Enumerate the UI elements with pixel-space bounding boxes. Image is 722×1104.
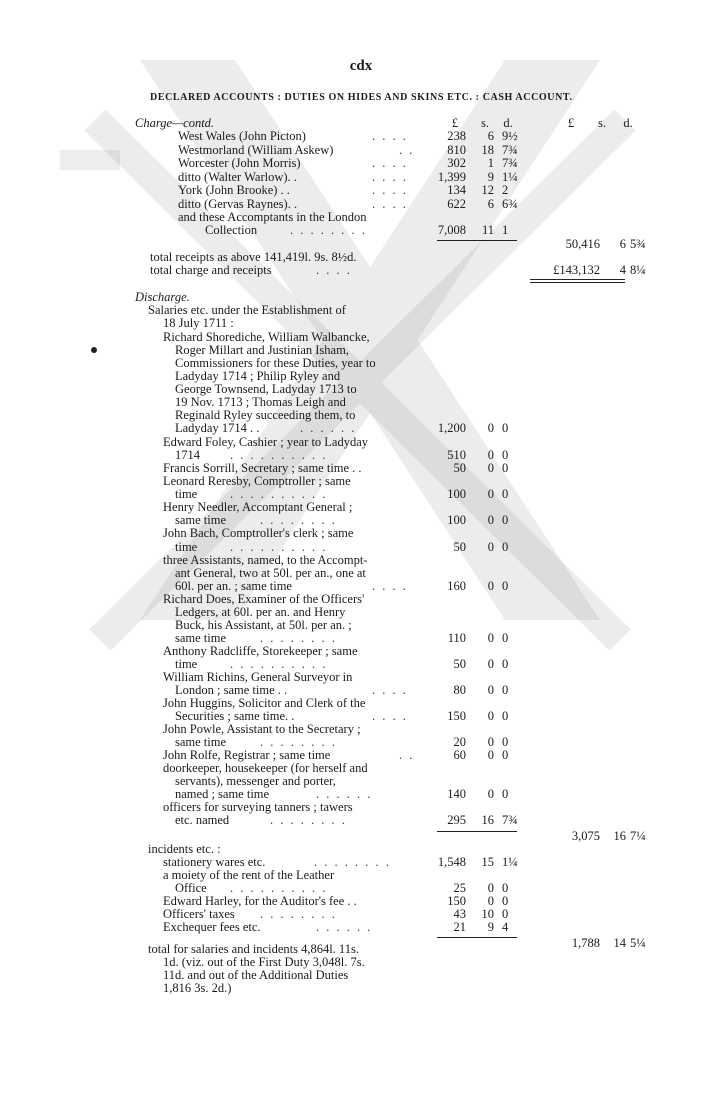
- row-label: West Wales (John Picton): [178, 129, 306, 143]
- account-row: [0, 579, 722, 593]
- amount-pence: 7¾: [502, 813, 518, 827]
- account-row: [0, 955, 722, 969]
- row-label: Richard Shorediche, William Walbancke,: [163, 330, 370, 344]
- leader-dots: . . . . . . . .: [314, 855, 391, 869]
- account-row: [0, 657, 722, 671]
- account-row: [0, 644, 722, 658]
- amount-shillings: 6: [487, 129, 494, 143]
- account-row: [0, 881, 722, 895]
- leader-dots: . . . . . . . . . .: [230, 448, 328, 462]
- amount-pounds: 134: [447, 183, 466, 197]
- account-row: [0, 735, 722, 749]
- amount-shillings: 0: [487, 487, 494, 501]
- account-row: [0, 942, 722, 956]
- leader-dots: . . . . . . . . . .: [230, 657, 328, 671]
- amount-shillings: 16: [481, 813, 494, 827]
- col2-shillings: s.: [598, 116, 606, 130]
- row-label: Office: [175, 881, 207, 895]
- leader-dots: . . . .: [372, 579, 408, 593]
- row-label: Leonard Reresby, Comptroller ; same: [163, 474, 351, 488]
- amount-pence: 1¼: [502, 170, 518, 184]
- amount-shillings: 0: [487, 448, 494, 462]
- row-label: 11d. and out of the Additional Duties: [163, 968, 349, 982]
- account-row: [0, 223, 722, 237]
- leader-dots: . . . .: [372, 709, 408, 723]
- row-label: ditto (Gervas Raynes). .: [178, 197, 298, 211]
- amount-pence: 0: [502, 487, 509, 501]
- account-row: [0, 774, 722, 788]
- leader-dots: . .: [399, 748, 415, 762]
- leader-dots: . . . . . . . . . .: [230, 881, 328, 895]
- amount-pounds: 150: [447, 894, 466, 908]
- leader-dots: . . . . . . . . . .: [230, 487, 328, 501]
- account-row: [0, 592, 722, 606]
- amount-pounds: 295: [447, 813, 466, 827]
- amount-pence: 0: [502, 421, 509, 435]
- amount-pounds: 7,008: [437, 223, 466, 237]
- amount-shillings: 0: [487, 657, 494, 671]
- amount-pence: 1¼: [502, 855, 518, 869]
- row-label: Reginald Ryley succeeding them, to: [175, 408, 356, 422]
- account-row: [0, 566, 722, 580]
- amount-pence: 7¾: [502, 156, 518, 170]
- amount-pence: 0: [502, 683, 509, 697]
- amount-shillings: 0: [487, 881, 494, 895]
- leader-dots: . . . . . . . .: [260, 907, 337, 921]
- row-label: Edward Harley, for the Auditor's fee . .: [163, 894, 357, 908]
- account-row: [0, 683, 722, 697]
- amount-shillings: 11: [481, 223, 494, 237]
- account-row: [0, 829, 722, 843]
- total-shillings: 4: [619, 263, 626, 277]
- account-row: [0, 421, 722, 435]
- total-pounds: 1,788: [571, 936, 600, 950]
- row-label: three Assistants, named, to the Accompt-: [163, 553, 368, 567]
- amount-shillings: 0: [487, 787, 494, 801]
- account-row: [0, 670, 722, 684]
- row-label: time: [175, 487, 198, 501]
- amount-pounds: 1,200: [437, 421, 466, 435]
- amount-shillings: 0: [487, 461, 494, 475]
- account-row: [0, 408, 722, 422]
- amount-pence: 0: [502, 894, 509, 908]
- account-row: [0, 500, 722, 514]
- row-label: total for salaries and incidents 4,864l. 11s.: [148, 942, 359, 956]
- account-row: [0, 813, 722, 827]
- account-row: [0, 761, 722, 775]
- col2-pence: d.: [623, 116, 633, 130]
- account-row: [0, 868, 722, 882]
- amount-shillings: 10: [481, 907, 494, 921]
- amount-shillings: 0: [487, 421, 494, 435]
- amount-pence: 7¾: [502, 143, 518, 157]
- amount-pounds: 21: [453, 920, 466, 934]
- row-label: Roger Millart and Justinian Isham,: [175, 343, 349, 357]
- amount-shillings: 9: [487, 920, 494, 934]
- row-label: John Bach, Comptroller's clerk ; same: [163, 526, 354, 540]
- row-label: 1,816 3s. 2d.): [163, 981, 232, 995]
- row-label: Ladyday 1714 . .: [175, 421, 260, 435]
- amount-pounds: 100: [447, 513, 466, 527]
- account-row: [0, 920, 722, 934]
- row-label: Charge—contd.: [135, 116, 215, 130]
- account-row: [0, 183, 722, 197]
- account-row: [0, 116, 722, 130]
- leader-dots: . . . .: [372, 183, 408, 197]
- total-shillings: 14: [613, 936, 626, 950]
- row-label: Richard Does, Examiner of the Officers': [163, 592, 365, 606]
- amount-pence: 0: [502, 787, 509, 801]
- account-row: [0, 343, 722, 357]
- amount-pence: 1: [502, 223, 509, 237]
- amount-pence: 0: [502, 579, 509, 593]
- account-row: [0, 696, 722, 710]
- col-pounds: £: [451, 116, 459, 130]
- row-label: George Townsend, Ladyday 1713 to: [175, 382, 357, 396]
- account-row: [0, 237, 722, 251]
- account-row: [0, 330, 722, 344]
- row-label: 1714: [175, 448, 200, 462]
- account-row: [0, 605, 722, 619]
- amount-pounds: 100: [447, 487, 466, 501]
- amount-shillings: 1: [487, 156, 494, 170]
- row-label: Commissioners for these Duties, year to: [175, 356, 376, 370]
- amount-pounds: 110: [447, 631, 466, 645]
- account-row: [0, 748, 722, 762]
- amount-pounds: 302: [447, 156, 466, 170]
- col2-pounds: £: [567, 116, 575, 130]
- row-label: Securities ; same time. .: [175, 709, 295, 723]
- row-label: York (John Brooke) . .: [178, 183, 290, 197]
- rule-line: [530, 279, 625, 280]
- amount-pounds: 50: [453, 657, 466, 671]
- amount-pence: 0: [502, 657, 509, 671]
- amount-pounds: 50: [453, 540, 466, 554]
- amount-pounds: 140: [447, 787, 466, 801]
- leader-dots: . . . .: [372, 156, 408, 170]
- amount-shillings: 0: [487, 735, 494, 749]
- amount-shillings: 0: [487, 894, 494, 908]
- row-label: a moiety of the rent of the Leather: [163, 868, 335, 882]
- amount-pence: 6¾: [502, 197, 518, 211]
- account-row: [0, 263, 722, 277]
- leader-dots: . .: [399, 143, 415, 157]
- account-row: [0, 395, 722, 409]
- amount-shillings: 0: [487, 513, 494, 527]
- row-label: 1d. (viz. out of the First Duty 3,048l. 7s.: [163, 955, 365, 969]
- leader-dots: . . . . . . . .: [260, 631, 337, 645]
- account-row: [0, 369, 722, 383]
- amount-pounds: 1,548: [437, 855, 466, 869]
- amount-shillings: 15: [481, 855, 494, 869]
- account-row: [0, 631, 722, 645]
- row-label: same time: [175, 631, 227, 645]
- account-row: [0, 513, 722, 527]
- row-label: same time: [175, 735, 227, 749]
- row-label: time: [175, 657, 198, 671]
- running-header: DECLARED ACCOUNTS : DUTIES ON HIDES AND SKINS ETC. : CASH ACCOUNT.: [150, 92, 573, 103]
- amount-pounds: 20: [453, 735, 466, 749]
- amount-shillings: 18: [481, 143, 494, 157]
- account-row: [0, 210, 722, 224]
- leader-dots: . . . .: [372, 170, 408, 184]
- row-label: and these Accomptants in the London: [178, 210, 367, 224]
- account-row: [0, 907, 722, 921]
- amount-pounds: 510: [447, 448, 466, 462]
- row-label: John Powle, Assistant to the Secretary ;: [163, 722, 361, 736]
- total-shillings: 16: [613, 829, 626, 843]
- row-label: Francis Sorrill, Secretary ; same time . .: [163, 461, 362, 475]
- row-label: total receipts as above 141,419l. 9s. 8½d.: [150, 250, 357, 264]
- row-label: Worcester (John Morris): [178, 156, 301, 170]
- account-row: [0, 709, 722, 723]
- total-pence: 7¼: [630, 829, 646, 843]
- account-row: [0, 382, 722, 396]
- account-row: [0, 143, 722, 157]
- row-label: Ledgers, at 60l. per an. and Henry: [175, 605, 346, 619]
- amount-pence: 0: [502, 540, 509, 554]
- account-row: [0, 787, 722, 801]
- rule-line: [437, 831, 517, 832]
- amount-pence: 4: [502, 920, 509, 934]
- row-label: Salaries etc. under the Establishment of: [148, 303, 346, 317]
- row-label: doorkeeper, housekeeper (for herself and: [163, 761, 368, 775]
- leader-dots: . . . . . . . . . .: [230, 540, 328, 554]
- row-label: etc. named: [175, 813, 230, 827]
- row-label: incidents etc. :: [148, 842, 221, 856]
- account-row: [0, 487, 722, 501]
- amount-shillings: 12: [481, 183, 494, 197]
- amount-pounds: 43: [453, 907, 466, 921]
- account-row: [0, 356, 722, 370]
- total-pence: 5¼: [630, 936, 646, 950]
- row-label: ant General, two at 50l. per an., one at: [175, 566, 366, 580]
- amount-shillings: 0: [487, 579, 494, 593]
- amount-shillings: 0: [487, 683, 494, 697]
- row-label: Ladyday 1714 ; Philip Ryley and: [175, 369, 341, 383]
- leader-dots: . . . . . .: [316, 920, 373, 934]
- account-row: [0, 170, 722, 184]
- page-number: cdx: [349, 58, 373, 74]
- amount-pounds: 1,399: [437, 170, 466, 184]
- row-label: Officers' taxes: [163, 907, 235, 921]
- account-row: [0, 540, 722, 554]
- account-row: [0, 448, 722, 462]
- amount-pence: 9½: [502, 129, 518, 143]
- row-label: Westmorland (William Askew): [178, 143, 334, 157]
- row-label: Anthony Radcliffe, Storekeeper ; same: [163, 644, 358, 658]
- total-pounds: 50,416: [565, 237, 600, 251]
- leader-dots: . . . . . . . .: [270, 813, 347, 827]
- account-row: [0, 968, 722, 982]
- row-label: Discharge.: [135, 290, 190, 304]
- rule-line: [530, 282, 625, 283]
- account-row: [0, 303, 722, 317]
- amount-pence: 0: [502, 881, 509, 895]
- row-label: servants), messenger and porter,: [175, 774, 336, 788]
- account-row: [0, 722, 722, 736]
- row-label: William Richins, General Surveyor in: [163, 670, 353, 684]
- row-label: Henry Needler, Accomptant General ;: [163, 500, 353, 514]
- leader-dots: . . . .: [316, 263, 352, 277]
- col-shillings: s.: [481, 116, 489, 130]
- row-label: officers for surveying tanners ; tawers: [163, 800, 353, 814]
- account-row: [0, 526, 722, 540]
- amount-pounds: 238: [447, 129, 466, 143]
- row-label: Edward Foley, Cashier ; year to Ladyday: [163, 435, 369, 449]
- account-row: [0, 316, 722, 330]
- account-row: [0, 800, 722, 814]
- row-label: John Huggins, Solicitor and Clerk of the: [163, 696, 366, 710]
- account-row: [0, 197, 722, 211]
- account-row: [0, 981, 722, 995]
- row-label: Buck, his Assistant, at 50l. per an. ;: [175, 618, 352, 632]
- amount-shillings: 0: [487, 631, 494, 645]
- col-pence: d.: [503, 116, 513, 130]
- amount-pence: 0: [502, 709, 509, 723]
- account-row: [0, 129, 722, 143]
- account-row: [0, 553, 722, 567]
- total-pence: 8¼: [630, 263, 646, 277]
- row-label: John Rolfe, Registrar ; same time: [163, 748, 331, 762]
- amount-pounds: 160: [447, 579, 466, 593]
- amount-pence: 0: [502, 513, 509, 527]
- total-pence: 5¾: [630, 237, 646, 251]
- account-row: [0, 474, 722, 488]
- ink-mark: [91, 347, 97, 353]
- total-pounds: 3,075: [571, 829, 600, 843]
- row-label: time: [175, 540, 198, 554]
- account-row: [0, 290, 722, 304]
- rule-line: [437, 937, 517, 938]
- amount-pounds: 150: [447, 709, 466, 723]
- account-row: [0, 618, 722, 632]
- row-label: London ; same time . .: [175, 683, 288, 697]
- amount-shillings: 0: [487, 540, 494, 554]
- rule-line: [437, 240, 517, 241]
- leader-dots: . . . .: [372, 683, 408, 697]
- leader-dots: . . . . . . . .: [290, 223, 367, 237]
- amount-shillings: 9: [487, 170, 494, 184]
- row-label: total charge and receipts: [150, 263, 272, 277]
- row-label: same time: [175, 513, 227, 527]
- amount-pounds: 50: [453, 461, 466, 475]
- amount-pence: 0: [502, 631, 509, 645]
- total-shillings: 6: [619, 237, 626, 251]
- row-label: named ; same time: [175, 787, 270, 801]
- row-label: 19 Nov. 1713 ; Thomas Leigh and: [175, 395, 346, 409]
- account-row: [0, 894, 722, 908]
- row-label: Exchequer fees etc.: [163, 920, 261, 934]
- amount-pence: 0: [502, 735, 509, 749]
- amount-shillings: 0: [487, 748, 494, 762]
- account-row: [0, 842, 722, 856]
- leader-dots: . . . . . . . .: [260, 735, 337, 749]
- account-row: [0, 855, 722, 869]
- amount-pence: 0: [502, 907, 509, 921]
- amount-pounds: 622: [447, 197, 466, 211]
- account-row: [0, 156, 722, 170]
- leader-dots: . . . .: [372, 129, 408, 143]
- amount-pence: 0: [502, 448, 509, 462]
- amount-pounds: 60: [453, 748, 466, 762]
- row-label: 60l. per an. ; same time: [175, 579, 292, 593]
- account-row: [0, 250, 722, 264]
- row-label: stationery wares etc.: [163, 855, 266, 869]
- amount-pence: 0: [502, 461, 509, 475]
- total-pounds: £143,132: [553, 263, 600, 277]
- leader-dots: . . . . . . . .: [260, 513, 337, 527]
- amount-shillings: 0: [487, 709, 494, 723]
- row-label: 18 July 1711 :: [163, 316, 234, 330]
- row-label: Collection: [205, 223, 258, 237]
- amount-pence: 0: [502, 748, 509, 762]
- leader-dots: . . . . . .: [316, 787, 373, 801]
- row-label: ditto (Walter Warlow). .: [178, 170, 297, 184]
- amount-pence: 2: [502, 183, 509, 197]
- amount-shillings: 6: [487, 197, 494, 211]
- account-row: [0, 435, 722, 449]
- amount-pounds: 25: [453, 881, 466, 895]
- amount-pounds: 810: [447, 143, 466, 157]
- leader-dots: . . . . . .: [300, 421, 357, 435]
- amount-pounds: 80: [453, 683, 466, 697]
- leader-dots: . . . .: [372, 197, 408, 211]
- account-row: [0, 461, 722, 475]
